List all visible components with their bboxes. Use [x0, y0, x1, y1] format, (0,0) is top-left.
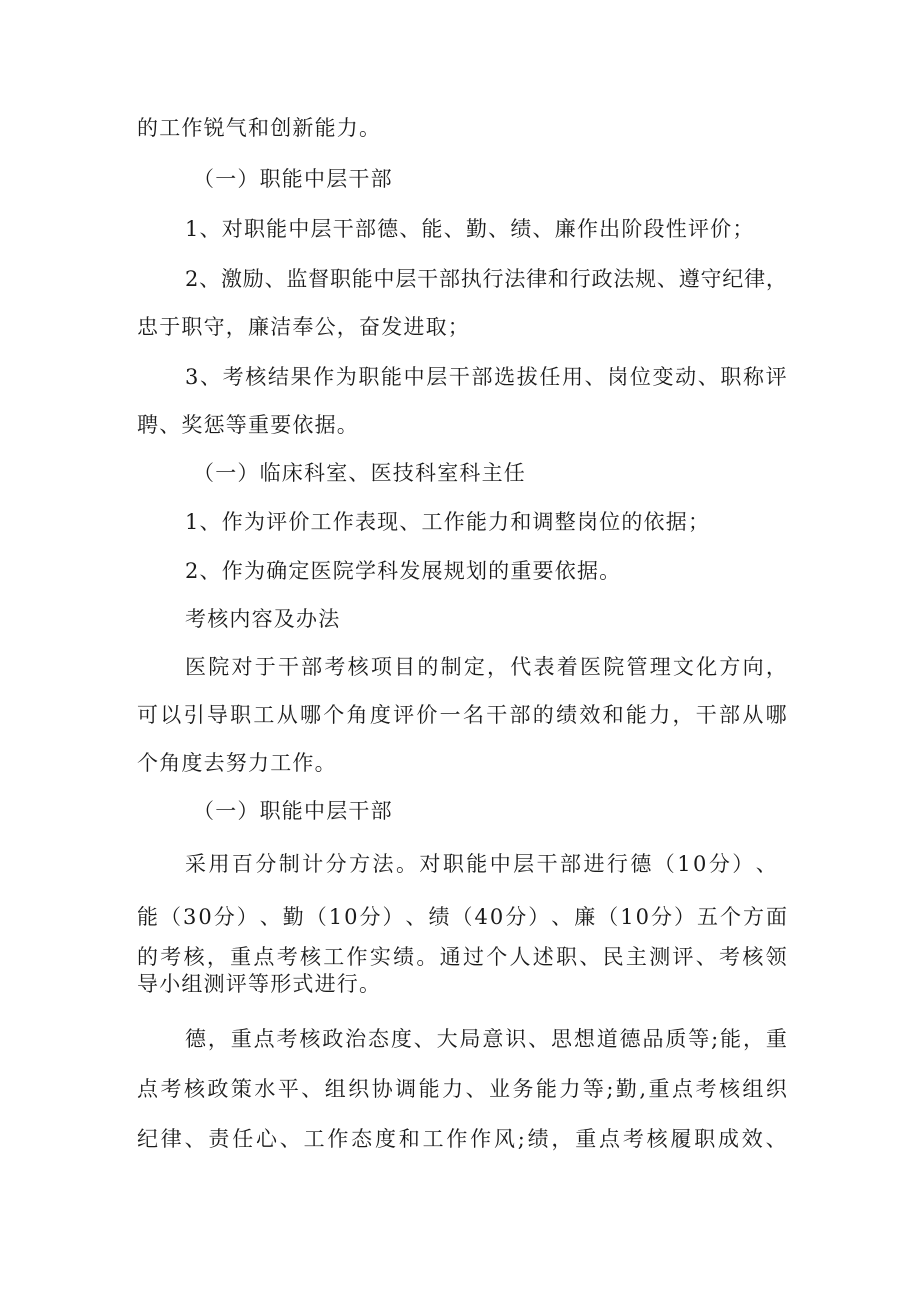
section-heading: （一）职能中层干部: [193, 167, 393, 191]
text-line: 聘、奖惩等重要依据。: [137, 413, 359, 437]
section-heading: （一）职能中层干部: [193, 799, 393, 823]
text-line: 的工作锐气和创新能力。: [137, 116, 382, 140]
list-item: 1、对职能中层干部德、能、勤、绩、廉作出阶段性评价；: [185, 217, 755, 241]
text-line: 忠于职守，廉洁奉公，奋发进取；: [137, 315, 470, 339]
paragraph-line: 医 院 对 于 干 部 考 核 项 目 的 制 定 ， 代 表 着 医 院 管 理 文 化 方 向 ，: [185, 655, 787, 679]
paragraph-line: 采 用 百 分 制 计 分 方 法 。 对 职 能 中 层 干 部 进 行 德 （ 1 0 分 ） 、: [185, 852, 777, 876]
paragraph-line: 能 （ 3 0 分 ） 、 勤 （ 1 0 分 ） 、 绩 （ 4 0 分 ） 、 廉 （ 1 0 分 ） 五 个 方 面: [137, 905, 787, 929]
list-item: 1、作为评价工作表现、工作能力和调整岗位的依据；: [185, 510, 711, 534]
list-item: 3 、 考 核 结 果 作 为 职 能 中 层 干 部 选 拔 任 用 、 岗 位 变 动 、 职 称 评: [185, 365, 787, 389]
paragraph-line: 的 考 核 ， 重 点 考 核 工 作 实 绩 。 通 过 个 人 述 职 、 民 主 测 评 、 考 核 领: [137, 945, 787, 969]
section-heading: （一）临床科室、医技科室科主任: [193, 461, 526, 485]
paragraph-line: 德 ， 重 点 考 核 政 治 态 度 、 大 局 意 识 、 思 想 道 德 品 质 等 ; 能 ， 重: [185, 1027, 787, 1051]
paragraph-line: 纪 律 、 责 任 心 、 工 作 态 度 和 工 作 作 风 ; 绩 ， 重 点 考 核 履 职 成 效 、: [137, 1127, 787, 1151]
list-item: 2 、 激 励 、 监 督 职 能 中 层 干 部 执 行 法 律 和 行 政 法 规 、 遵 守 纪 律 ，: [185, 267, 787, 291]
paragraph-line: 可 以 引 导 职 工 从 哪 个 角 度 评 价 一 名 干 部 的 绩 效 和 能 力 ， 干 部 从 哪: [137, 703, 787, 727]
paragraph-line: 点 考 核 政 策 水 平 、 组 织 协 调 能 力 、 业 务 能 力 等 ; 勤 , 重 点 考 核 组 织: [137, 1077, 787, 1101]
paragraph-line: 个角度去努力工作。: [137, 751, 337, 775]
section-heading: 考核内容及办法: [185, 607, 341, 631]
list-item: 2、作为确定医院学科发展规划的重要依据。: [185, 559, 622, 583]
paragraph-line: 导小组测评等形式进行。: [137, 972, 382, 996]
